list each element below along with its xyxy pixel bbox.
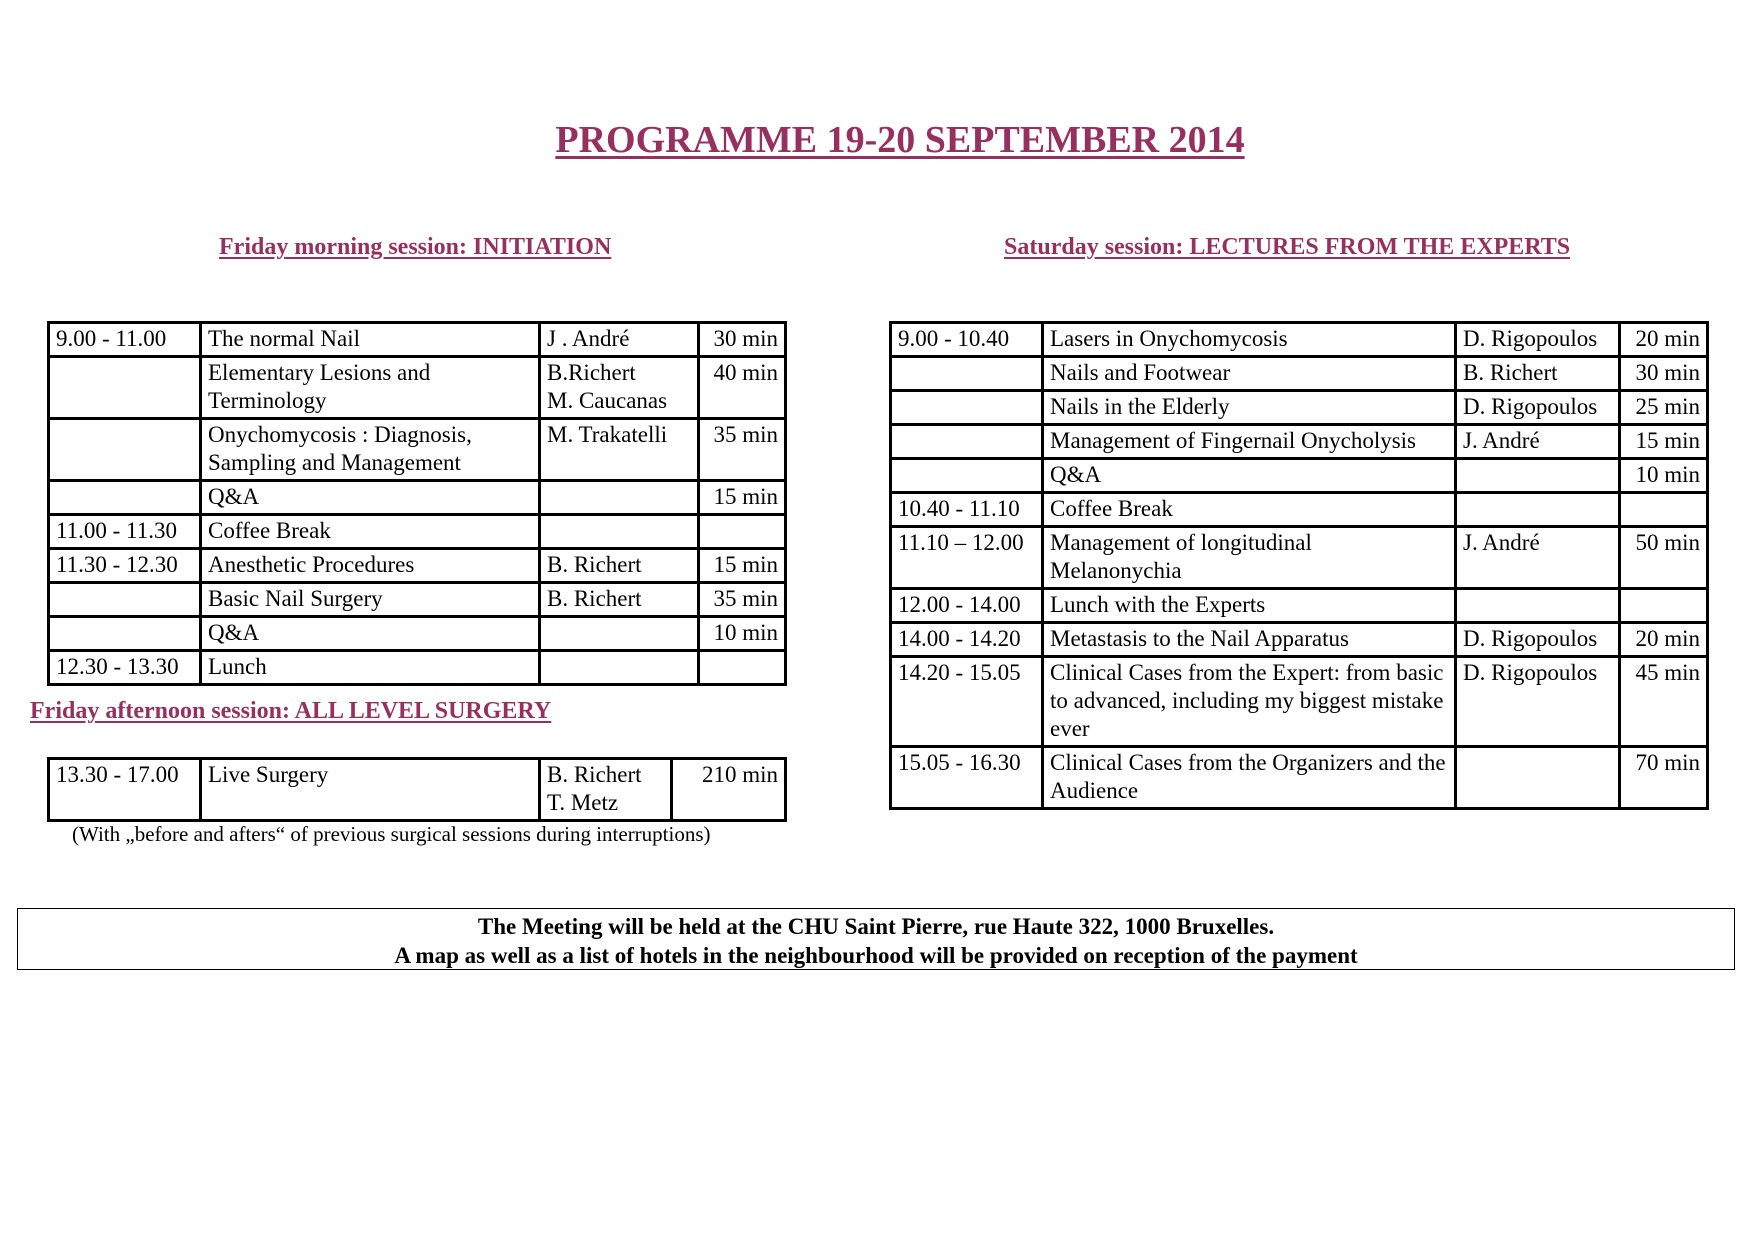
topic-cell: Management of Fingernail Onycholysis: [1043, 425, 1456, 459]
duration-cell: [699, 651, 786, 685]
topic-cell: Q&A: [1043, 459, 1456, 493]
topic-cell: Onychomycosis : Diagnosis, Sampling and Management: [201, 419, 540, 481]
time-cell: 11.30 - 12.30: [49, 549, 201, 583]
speaker-cell: [540, 759, 672, 821]
duration-cell: 20 min: [1620, 323, 1708, 357]
saturday-table: [889, 321, 1709, 810]
table-row: [891, 391, 1708, 425]
time-cell: 14.20 - 15.05: [891, 657, 1043, 747]
time-cell: 12.30 - 13.30: [49, 651, 201, 685]
venue-address: The Meeting will be held at the CHU Saint Pierre, rue Haute 322, 1000 Bruxelles.: [477, 914, 1275, 939]
topic-cell: Lunch with the Experts: [1043, 589, 1456, 623]
duration-cell: 30 min: [699, 323, 786, 357]
duration-cell: 35 min: [699, 419, 786, 481]
time-cell: [49, 357, 201, 419]
time-cell: [49, 419, 201, 481]
duration-cell: [1620, 589, 1708, 623]
speaker-name: M. Caucanas: [547, 388, 668, 413]
duration-cell: 10 min: [1620, 459, 1708, 493]
table-row: [891, 357, 1708, 391]
friday-morning-table: [47, 321, 787, 686]
speaker-cell: B. Richert: [540, 549, 699, 583]
speaker-name: B. Richert: [547, 762, 642, 787]
speaker-cell: [540, 651, 699, 685]
table-row: [49, 759, 786, 821]
time-cell: 9.00 - 10.40: [891, 323, 1043, 357]
speaker-cell: [540, 617, 699, 651]
speaker-cell: B. Richert: [540, 583, 699, 617]
table-row: [891, 657, 1708, 747]
speaker-cell: [1456, 589, 1620, 623]
table-row: [49, 357, 786, 419]
duration-cell: 30 min: [1620, 357, 1708, 391]
table-row: [49, 419, 786, 481]
table-row: [891, 493, 1708, 527]
time-cell: 10.40 - 11.10: [891, 493, 1043, 527]
topic-cell: Lunch: [201, 651, 540, 685]
topic-cell: Coffee Break: [201, 515, 540, 549]
time-cell: 11.10 – 12.00: [891, 527, 1043, 589]
table-row: [891, 459, 1708, 493]
speaker-cell: D. Rigopoulos: [1456, 323, 1620, 357]
duration-cell: 15 min: [699, 549, 786, 583]
topic-cell: Coffee Break: [1043, 493, 1456, 527]
venue-info: A map as well as a list of hotels in the neighbourhood will be provided on reception of the payment: [394, 943, 1358, 968]
topic-cell: Management of longitudinal Melanonychia: [1043, 527, 1456, 589]
friday-morning-heading: Friday morning session: INITIATION: [219, 234, 612, 260]
duration-cell: 25 min: [1620, 391, 1708, 425]
topic-cell: Live Surgery: [201, 759, 540, 821]
speaker-cell: [540, 481, 699, 515]
duration-cell: 70 min: [1620, 747, 1708, 809]
page-title: PROGRAMME 19-20 SEPTEMBER 2014: [555, 119, 1245, 161]
table-row: [49, 651, 786, 685]
topic-cell: Elementary Lesions and Terminology: [201, 357, 540, 419]
duration-cell: 35 min: [699, 583, 786, 617]
duration-cell: 15 min: [1620, 425, 1708, 459]
topic-cell: Basic Nail Surgery: [201, 583, 540, 617]
time-cell: 9.00 - 11.00: [49, 323, 201, 357]
duration-cell: 15 min: [699, 481, 786, 515]
topic-cell: Metastasis to the Nail Apparatus: [1043, 623, 1456, 657]
speaker-name: T. Metz: [547, 790, 619, 815]
speaker-cell: [540, 515, 699, 549]
speaker-cell: [540, 357, 699, 419]
friday-afternoon-heading: Friday afternoon session: ALL LEVEL SURGERY: [30, 698, 552, 724]
time-cell: 11.00 - 11.30: [49, 515, 201, 549]
table-row: [891, 747, 1708, 809]
duration-cell: 50 min: [1620, 527, 1708, 589]
table-row: [891, 323, 1708, 357]
speaker-cell: B. Richert: [1456, 357, 1620, 391]
speaker-cell: D. Rigopoulos: [1456, 657, 1620, 747]
table-row: [891, 425, 1708, 459]
duration-cell: 20 min: [1620, 623, 1708, 657]
topic-cell: Anesthetic Procedures: [201, 549, 540, 583]
table-row: [49, 481, 786, 515]
speaker-cell: M. Trakatelli: [540, 419, 699, 481]
duration-cell: [1620, 493, 1708, 527]
saturday-heading: Saturday session: LECTURES FROM THE EXPERTS: [1004, 234, 1571, 260]
topic-cell: Lasers in Onychomycosis: [1043, 323, 1456, 357]
duration-cell: 40 min: [699, 357, 786, 419]
duration-cell: 10 min: [699, 617, 786, 651]
time-cell: [891, 357, 1043, 391]
topic-cell: Nails and Footwear: [1043, 357, 1456, 391]
topic-cell: The normal Nail: [201, 323, 540, 357]
topic-cell: Clinical Cases from the Organizers and the Audience: [1043, 747, 1456, 809]
table-row: [891, 623, 1708, 657]
time-cell: 15.05 - 16.30: [891, 747, 1043, 809]
speaker-cell: J . André: [540, 323, 699, 357]
table-row: [891, 589, 1708, 623]
time-cell: [891, 459, 1043, 493]
table-row: [49, 549, 786, 583]
time-cell: [49, 583, 201, 617]
time-cell: 14.00 - 14.20: [891, 623, 1043, 657]
speaker-cell: D. Rigopoulos: [1456, 391, 1620, 425]
table-row: [49, 515, 786, 549]
speaker-name: B.Richert: [547, 360, 636, 385]
time-cell: [891, 425, 1043, 459]
table-row: [49, 617, 786, 651]
speaker-cell: [1456, 747, 1620, 809]
time-cell: [891, 391, 1043, 425]
table-row: [891, 527, 1708, 589]
table-row: [49, 323, 786, 357]
duration-cell: [699, 515, 786, 549]
time-cell: 12.00 - 14.00: [891, 589, 1043, 623]
speaker-cell: [1456, 493, 1620, 527]
time-cell: [49, 617, 201, 651]
speaker-cell: J. André: [1456, 527, 1620, 589]
topic-cell: Q&A: [201, 617, 540, 651]
time-cell: 13.30 - 17.00: [49, 759, 201, 821]
friday-afternoon-table: [47, 757, 787, 822]
surgery-note: (With „before and afters“ of previous surgical sessions during interruptions): [72, 822, 711, 846]
speaker-cell: J. André: [1456, 425, 1620, 459]
table-row: [49, 583, 786, 617]
time-cell: [49, 481, 201, 515]
duration-cell: 210 min: [672, 759, 786, 821]
speaker-cell: D. Rigopoulos: [1456, 623, 1620, 657]
venue-box: [17, 908, 1735, 970]
topic-cell: Q&A: [201, 481, 540, 515]
speaker-cell: [1456, 459, 1620, 493]
topic-cell: Clinical Cases from the Expert: from basic to advanced, including my biggest mistake ever: [1043, 657, 1456, 747]
topic-cell: Nails in the Elderly: [1043, 391, 1456, 425]
duration-cell: 45 min: [1620, 657, 1708, 747]
